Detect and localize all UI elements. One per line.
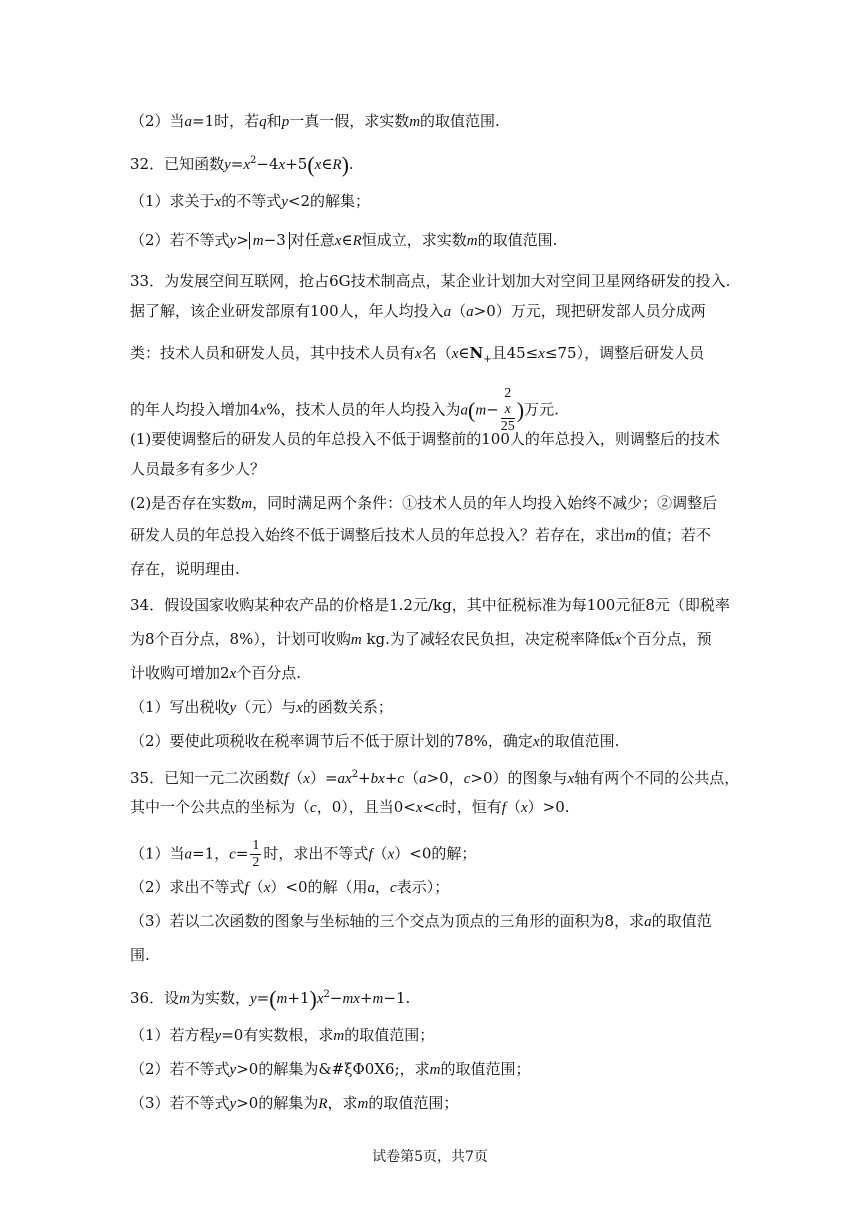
q33-part1-a: (1)要使调整后的研发人员的年总投入不低于调整前的100人的年总投入，则调整后的技术: [130, 430, 720, 448]
q35-stem-a: 35．已知一元二次函数$f(x)=ax^2+bx+c(a>0$，c>0）的图象与x轴有两个不同的公共点，: [130, 769, 740, 787]
q34-part1: （1）写出税收y（元）与x的函数关系；: [130, 698, 393, 716]
q36-part3: （3）若不等式y>0的解集为R，求m的取值范围；: [130, 1094, 459, 1112]
q35-stem-b: 其中一个公共点的坐标为（c，0），且当0<x<c时，恒有f（x）>0.: [130, 798, 570, 816]
page-footer: 试卷第5页，共7页: [372, 1149, 488, 1165]
q35-part1: （1）当a=1，c= $\frac{1}{2}$ 时，求出不等式f（x）<0的解；: [130, 838, 477, 870]
q33-stem-b: 据了解，该企业研发部原有100人，年人均投入a（a>0）万元，现把研发部人员分成两: [130, 302, 706, 320]
q33-part2-a: (2)是否存在实数m，同时满足两个条件：①技术人员的年人均投入始终不减少；②调整后: [130, 494, 718, 512]
q33-stem-d: 的年人均投入增加4x%，技术人员的年人均投入为a(m− 2 x 25 )万元.: [130, 386, 559, 434]
q35-part3-b: 围.: [130, 946, 150, 964]
q31-part2: （2）当a=1时，若q和p一真一假，求实数m的取值范围.: [130, 112, 500, 130]
q33-stem-a: 33．为发展空间互联网，抢占6G技术制高点，某企业计划加大对空间卫星网络研发的投入.: [130, 272, 731, 290]
q32-part1: （1）求关于x的不等式y<2的解集；: [130, 192, 371, 210]
q36-part2: （2）若不等式y>0的解集为&#ξΦ0X6;，求m的取值范围；: [130, 1060, 531, 1078]
q33-part1-b: 人员最多有多少人？: [130, 460, 266, 478]
q33-part2-b: 研发人员的年总投入始终不低于调整后技术人员的年总投入？若存在，求出m的值；若不: [130, 526, 711, 544]
q36-stem: 36．设m为实数，$y=(m+1)x^2-mx+m-1$.: [130, 986, 411, 1011]
q33-stem-c: 类：技术人员和研发人员，其中技术人员有x名（$x\in N_+$且45≤x≤75），调整后研发人员: [130, 344, 705, 365]
q35-part3-a: （3）若以二次函数的图象与坐标轴的三个交点为顶点的三角形的面积为8，求a的取值范: [130, 912, 712, 930]
q32-stem: 32．已知函数$y=x^2-4x+5(x\in R)$.: [130, 152, 354, 177]
q34-stem-a: 34．假设国家收购某种农产品的价格是1.2元/kg，其中征税标准为每100元征8元（即税率: [130, 596, 730, 614]
q33-part2-c: 存在，说明理由.: [130, 560, 240, 578]
q34-stem-b: 为8个百分点，8%），计划可收购m kg.为了减轻农民负担，决定税率降低x个百分点，预: [130, 630, 712, 648]
q36-part1: （1）若方程y=0有实数根，求m的取值范围；: [130, 1026, 435, 1044]
q35-part2: （2）求出不等式f（x）<0的解（用a，c表示）；: [130, 878, 450, 896]
q34-part2: （2）要使此项税收在税率调节后不低于原计划的78%，确定x的取值范围.: [130, 732, 620, 750]
q32-part2: （2）若不等式y> m−3 对任意x∈R恒成立，求实数m的取值范围.: [130, 231, 558, 249]
q34-stem-c: 计收购可增加2x个百分点.: [130, 664, 301, 682]
